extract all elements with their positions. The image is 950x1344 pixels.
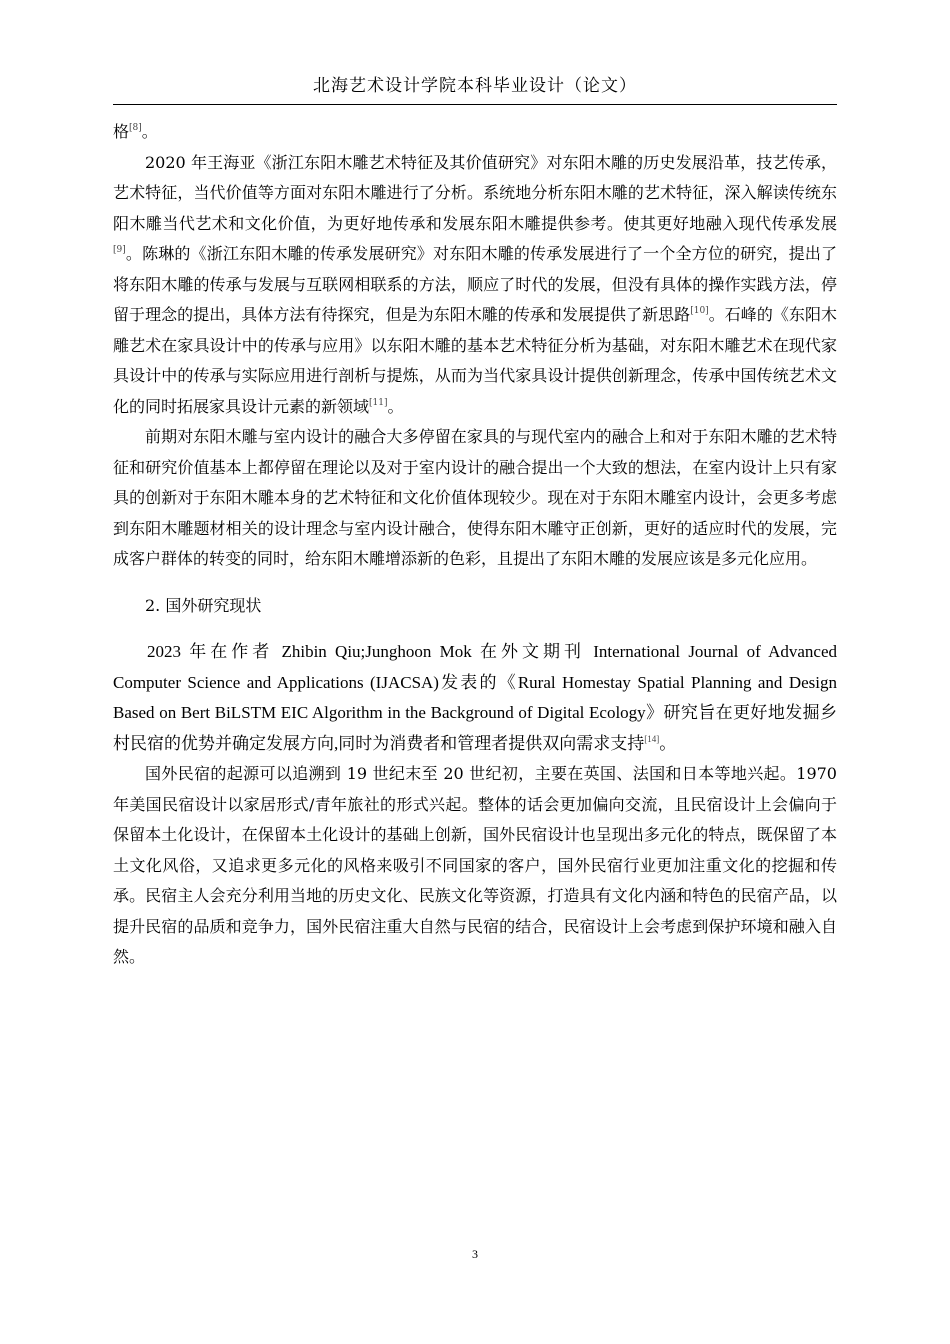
- paragraph-text: 2023 年在作者 Zhibin Qiu;Junghoon Mok 在外文期刊 International Journal of Advanced Computer Science and Applications (IJACSA)发表的《Rural Homestay Spatial Planning and Design Based on Bert BiLSTM EIC Algorithm in the Background of Digital Ecology》研究旨在更好地发掘乡村民宿的优势并确定发展方向,同时为消费者和管理者提供双向需求支持: [113, 642, 837, 753]
- citation-ref: [14]: [644, 733, 660, 744]
- paragraph-end: 。: [141, 122, 158, 141]
- paragraph-foreign-study: [113, 637, 837, 759]
- paragraph-text: 格: [113, 122, 130, 141]
- spacer: [113, 575, 837, 591]
- citation-ref: [11]: [369, 397, 388, 408]
- page-header-title: 北海艺术设计学院本科毕业设计（论文）: [313, 76, 637, 96]
- paragraph-end: 。: [659, 733, 677, 753]
- paragraph-literature-review: [113, 148, 837, 423]
- paragraph-summary: 前期对东阳木雕与室内设计的融合大多停留在家具的与现代室内的融合上和对于东阳木雕的艺术特征和研究价值基本上都停留在理论以及对于室内设计的融合提出一个大致的想法，在室内设计上只有家具的创新对于东阳木雕本身的艺术特征和文化价值体现较少。现在对于东阳木雕室内设计，会更多考虑到东阳木雕题材相关的设计理念与室内设计融合，使得东阳木雕守正创新，更好的适应时代的发展，完成客户群体的转变的同时，给东阳木雕增添新的色彩，且提出了东阳木雕的发展应该是多元化应用。: [113, 427, 837, 568]
- citation-ref: [9]: [113, 245, 126, 255]
- paragraph-text: 。石峰的《东阳木雕艺术在家具设计中的传承与应用》以东阳木雕的基本艺术特征分析为基础，对东阳木雕艺术在现代家具设计中的传承与实际应用进行剖析与提炼，从而为当代家具设计提供创新理念，传承中国传统艺术文化的同时拓展家具设计元素的新领域: [113, 305, 837, 416]
- spacer: [113, 621, 837, 637]
- paragraph-text: 。陈琳的《浙江东阳木雕的传承发展研究》对东阳木雕的传承发展进行了一个全方位的研究，提出了将东阳木雕的传承与发展与互联网相联系的方法，顺应了时代的发展，但没有具体的操作实践方法，停留于理念的提出，具体方法有待探究，但是为东阳木雕的传承和发展提供了新思路: [113, 244, 837, 324]
- section-heading: 2. 国外研究现状: [145, 595, 262, 615]
- citation-ref: [8]: [129, 123, 142, 133]
- header-divider: [113, 104, 837, 105]
- paragraph-end: 。: [387, 396, 404, 416]
- citation-ref: [10]: [690, 306, 709, 316]
- page-number: 3: [472, 1247, 478, 1261]
- document-body: [113, 117, 837, 973]
- paragraph-text: 2020 年王海亚《浙江东阳木雕艺术特征及其价值研究》对东阳木雕的历史发展沿革，技艺传承，艺术特征，当代价值等方面对东阳木雕进行了分析。系统地分析东阳木雕的艺术特征，深入解读传统东阳木雕当代艺术和文化价值，为更好地传承和发展东阳木雕提供参考。使其更好地融入现代传承发展: [113, 152, 837, 233]
- paragraph-continuation: [113, 117, 837, 148]
- paragraph-foreign-homestay: 国外民宿的起源可以追溯到 19 世纪末至 20 世纪初，主要在英国、法国和日本等地兴起。1970 年美国民宿设计以家居形式/青年旅社的形式兴起。整体的话会更加偏向交流，且民宿设计上会偏向于保留本土化设计，在保留本土化设计的基础上创新，国外民宿设计也呈现出多元化的特点，既保留了本土文化风俗，又追求更多元化的风格来吸引不同国家的客户，国外民宿行业更加注重文化的挖掘和传承。民宿主人会充分利用当地的历史文化、民族文化等资源，打造具有文化内涵和特色的民宿产品，以提升民宿的品质和竞争力，国外民宿注重大自然与民宿的结合，民宿设计上会考虑到保护环境和融入自然。: [113, 764, 837, 966]
